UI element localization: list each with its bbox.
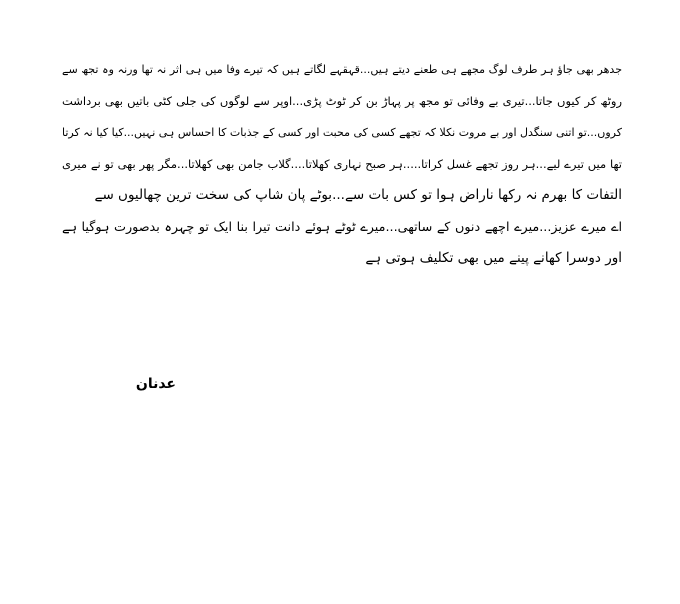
text-line-5: التفات کا بھرم نہ رکھا ناراض ہوا تو کس بات سے...بوٹے پان شاپ کی سخت ترین چھالیوں سے xyxy=(94,187,622,203)
text-line-2: روٹھ کر کیوں جاتا...تیری بے وفائی تو مجھ پر پہاڑ بن کر ٹوٹ پڑی...اوپر سے لوگوں کی جلی کٹی باتیں بھی برداشت xyxy=(62,93,622,108)
text-line-3: کروں...تو اتنی سنگدل اور بے مروت نکلا کہ تجھے کسی کی محبت اور کسی کے جذبات کا احساس ہی نہیں...کیا کیا نہ کرتا xyxy=(62,126,622,139)
urdu-text-block xyxy=(62,54,622,275)
text-line-7: اور دوسرا کھانے پینے میں بھی تکلیف ہوتی ہے xyxy=(365,250,622,266)
text-line-4: تھا میں تیرے لیے...ہر روز تجھے غسل کراتا.....ہر صبح نہاری کھلاتا....گلاب جامن بھی کھلاتا...مگر پھر بھی تو نے میری xyxy=(62,156,622,171)
text-line-6: اے میرے عزیز...میرے اچھے دنوں کے ساتھی...میرے ٹوٹے ہوئے دانت تیرا بنا ایک تو چہرہ بدصورت ہوگیا ہے xyxy=(62,219,622,235)
author-signature: عدنان xyxy=(135,376,176,392)
text-line-1: جدھر بھی جاؤ ہر طرف لوگ مجھے ہی طعنے دیتے ہیں...قہقہے لگاتے ہیں کہ تیرے وفا میں ہی اثر نہ تھا ورنہ وہ تجھ سے xyxy=(62,63,622,76)
